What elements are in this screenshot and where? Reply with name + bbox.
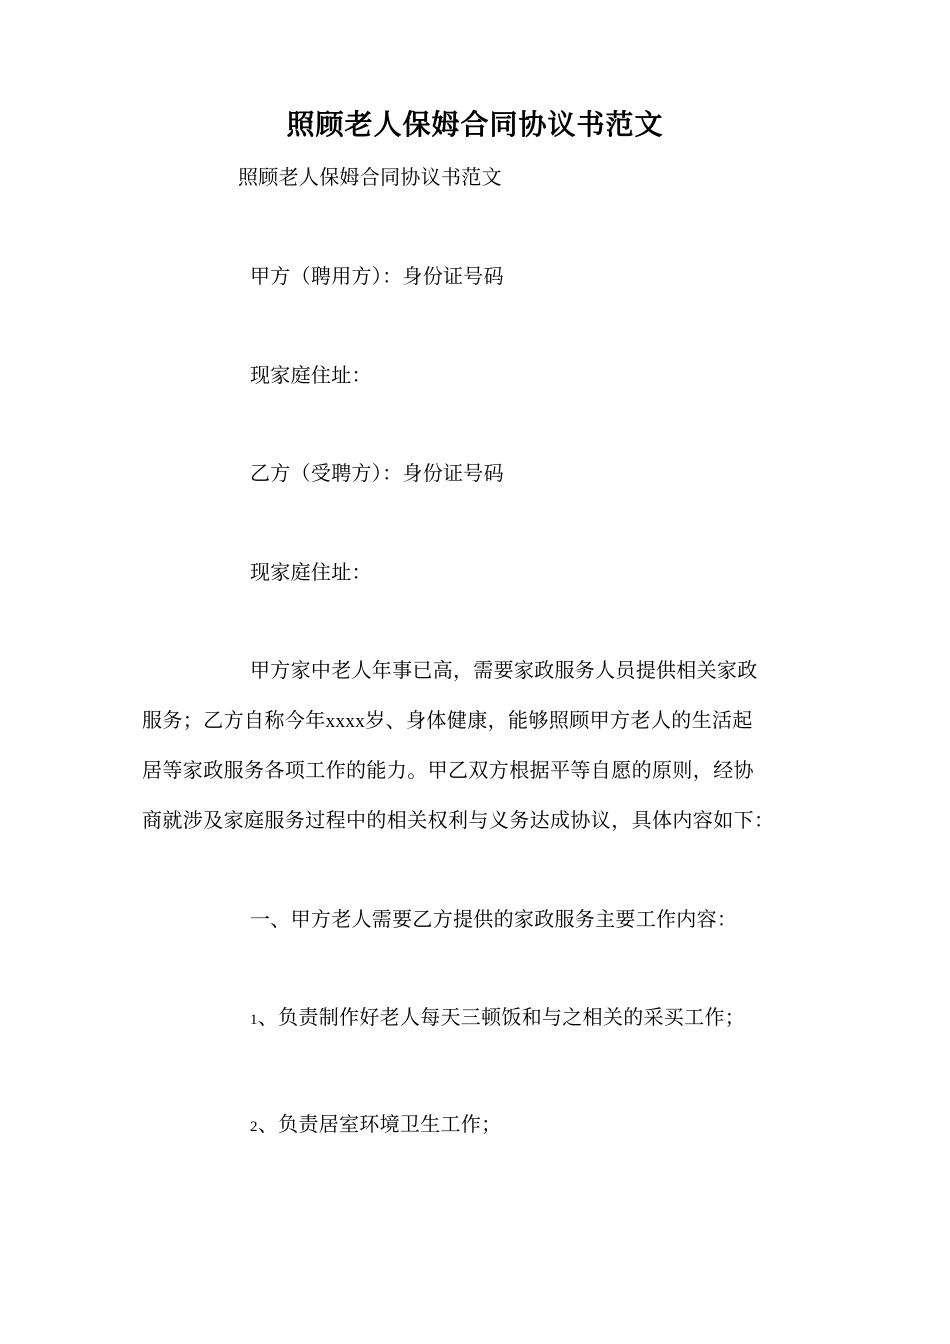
document-title: 照顾老人保姆合同协议书范文 [286, 108, 664, 141]
party-b-address-line: 现家庭住址： [250, 560, 372, 584]
list-item-text: 、负责制作好老人每天三顿饭和与之相关的采买工作； [257, 1005, 746, 1029]
intro-text-segment: 岁、身体健康，能够照顾甲方老人的生活起 [365, 708, 753, 732]
list-item-text: 、负责居室环境卫生工作； [257, 1112, 502, 1136]
document-subtitle: 照顾老人保姆合同协议书范文 [238, 165, 502, 189]
section-1-heading: 一、甲方老人需要乙方提供的家政服务主要工作内容： [250, 907, 738, 931]
intro-text-segment: 服务；乙方自称今年 [142, 708, 326, 732]
list-item-number: 2 [250, 1119, 258, 1135]
intro-paragraph-line-4: 商就涉及家庭服务过程中的相关权利与义务达成协议，具体内容如下： [142, 808, 775, 832]
intro-paragraph-line-3: 居等家政服务各项工作的能力。甲乙双方根据平等自愿的原则，经协 [142, 758, 754, 782]
list-item [250, 1003, 745, 1034]
list-item-number: 1 [250, 1012, 258, 1028]
intro-paragraph-line-1: 甲方家中老人年事已高，需要家政服务人员提供相关家政 [250, 658, 758, 682]
list-item [250, 1110, 501, 1141]
party-a-address-line: 现家庭住址： [250, 363, 372, 387]
party-b-id-line: 乙方（受聘方）：身份证号码 [250, 461, 504, 485]
intro-paragraph-line-2 [142, 706, 753, 736]
age-placeholder: xxxx [325, 711, 366, 732]
party-a-id-line: 甲方（聘用方）：身份证号码 [250, 264, 504, 288]
